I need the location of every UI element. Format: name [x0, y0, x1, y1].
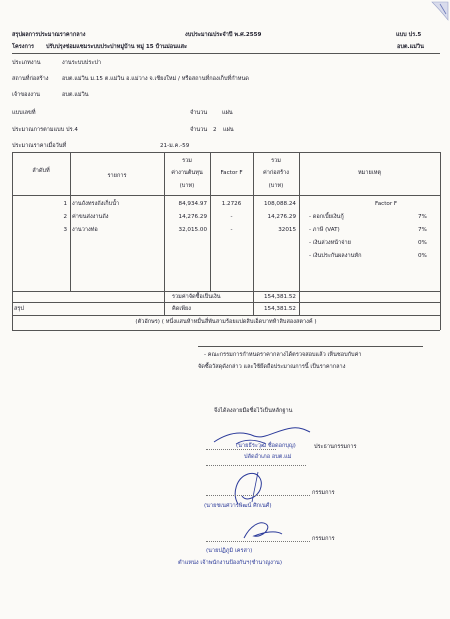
chairman-name: (นายธีระวุฒิ ชื่อดอกบุญ) [236, 443, 296, 449]
note-rule [198, 346, 423, 347]
info-value-site: อบต.แม่วิน ม.15 ต.แม่วิน อ.แม่วาง จ.เชียงใหม่ / หรือสถานที่กองเก็บที่กำหนด [62, 76, 249, 82]
round-value: 154,381.52 [263, 306, 296, 312]
info-label-type: ประเภทงาน [12, 60, 41, 66]
remark-factor-label: Factor F [375, 201, 398, 207]
summary-label: สรุป [14, 306, 24, 312]
sum-label: รวมค่าจัดซื้อเป็นเงิน [172, 294, 221, 300]
amount-in-words: (ตัวอักษร) ( หนึ่งแสนห้าหมื่นสี่พันสามร้อยแปดสิบเอ็ดบาทห้าสิบสองสตางค์ ) [135, 319, 317, 325]
info-value-type: งานระบบประปา [62, 60, 102, 66]
col-header-remark: หมายเหตุ [357, 170, 382, 176]
plan-label: แบบเลขที่ [12, 110, 36, 116]
signature-member-1 [224, 468, 284, 508]
remark-advance-label: - เงินล่วงหน้าจ่าย [309, 240, 351, 246]
remark-retention-label: - เงินประกันผลงานหัก [309, 253, 362, 259]
project-label: โครงการ [12, 44, 35, 50]
col-header-total-2: ค่าก่อสร้าง [263, 170, 289, 176]
col-header-cost-3: (บาท) [179, 183, 195, 189]
date-value: 21-ม.ค.-59 [160, 143, 190, 149]
note-line-1: - คณะกรรมการกำหนดราคากลางได้ตรวจสอบแล้ว เห็นชอบกับค่า [204, 352, 362, 358]
remark-interest-value: 7% [418, 214, 427, 220]
sum-value: 154,381.52 [263, 294, 296, 300]
form-code: แบบ ปร.5 [396, 32, 422, 38]
project-name: ปรับปรุงซ่อมแซมระบบประปาหมู่บ้าน หมู่ 15 บ้านม่อนแสะ [46, 44, 187, 50]
estimate-unit: แผ่น [223, 127, 234, 133]
remark-retention-value: 0% [418, 253, 427, 259]
col-header-cost-2: ค่างานต้นทุน [171, 170, 203, 176]
remark-advance-value: 0% [418, 240, 427, 246]
date-label: ประมาณราคาเมื่อวันที่ [12, 143, 67, 149]
info-label-site: สถานที่ก่อสร้าง [12, 76, 49, 82]
header-rule [12, 53, 440, 54]
chairman-position: ประธานกรรมการ [314, 444, 357, 450]
budget-year: งบประมาณประจำปี พ.ศ.2559 [185, 32, 262, 38]
member-1-name: (นายชเนศวารพิฒน์ ศิกเนศ์) [204, 503, 272, 509]
member-2-sub: ตำแหน่ง เจ้าพนักงานป้องกันฯ(ชำนาญงาน) [178, 560, 283, 566]
doc-title: สรุปผลการประมาณราคากลาง [12, 32, 86, 38]
member-2-name: (นายปฏิภูมิ เครสา) [206, 548, 253, 554]
col-header-factor: Factor F [220, 170, 243, 176]
col-header-total-1: รวม [271, 158, 281, 164]
remark-vat-value: 7% [418, 227, 427, 233]
signature-member-2 [236, 516, 286, 544]
member-2-position: กรรมการ [312, 536, 335, 542]
col-header-no: ลำดับที่ [32, 168, 50, 174]
info-label-owner: เจ้าของงาน [12, 92, 40, 98]
certify-text: จึงได้ลงลายมือชื่อไว้เป็นหลักฐาน [214, 408, 293, 414]
chairman-sub: ปลัดอำเภอ อบต.แม่ [244, 454, 292, 460]
col-header-cost-1: รวม [182, 158, 192, 164]
plan-unit: แผ่น [222, 110, 233, 116]
col-header-total-3: (บาท) [268, 183, 284, 189]
member-1-position: กรรมการ [312, 490, 335, 496]
plan-count-label: จำนวน [190, 110, 208, 116]
remark-interest-label: - ดอกเบี้ยเงินกู้ [309, 214, 344, 220]
note-line-2: จัดซื้อวัสดุดังกล่าว และใช้ยึดถือประมาณการนี้ เป็นราคากลาง [198, 364, 346, 370]
estimate-count-value: 2 [213, 127, 217, 133]
estimate-count-label: จำนวน [190, 127, 208, 133]
col-header-item: รายการ [107, 173, 127, 179]
estimate-label: ประมาณการตามแบบ ปร.4 [12, 127, 78, 133]
agency-name: อบต.แม่วิน [397, 44, 424, 50]
document-page: สรุปผลการประมาณราคากลาง งบประมาณประจำปี พ.ศ.2559 แบบ ปร.5 โครงการ ปรับปรุงซ่อมแซมระบบประปาหมู่บ้าน หมู่ 15 บ้านม่อนแสะ อบต.แม่วิน ประเภทงาน งานระบบประปา สถานที่ก่อสร้าง อบต.แม่วิน ม.15 ต.แม่วิน อ.แม่วาง จ.เชียงใหม่ / หรือสถานที่กองเก็บที่กำหนด เจ้าของงาน อบต.แม่วิน แบบเลขที่ จำนวน แผ่น ประมาณการตามแบบ ปร.4 จำนวน 2 แผ่น ประมาณราคาเมื่อวันที่ 21-ม.ค.-59 ลำดับที่ รายการ รวม ค่างานต้นทุน (บาท) Factor F รวม ค่าก่อสร้าง (บาท) หมายเหตุ 1 งานถังทรงถังเก็บน้ำ 84,934.97 1.2726 108,088.24 2 ค่าขนส่งงานถัง 14,276.29 - 14,276.29 3 งานวางท่อ 32,015.00 - 32015 Factor F - ดอกเบี้ยเงินกู้ 7% - ภาษี (VAT) 7% - เงินล่วงหน้าจ่าย 0% - เงินประกันผลงานหัก 0% รวมค่าจัดซื้อเป็นเงิน 154,381.52 สรุป คิดเพียง 154,381.52 (ตัวอักษร) ( หนึ่งแสนห้าหมื่นสี่พันสามร้อยแปดสิบเอ็ดบาทห้าสิบสองสตางค์ ) - คณะกรรมการกำหนดราคากลางได้ตรวจสอบแล้ว เห็นชอบกับค่า จัดซื้อวัสดุดังกล่าว และใช้ยึดถือประมาณการนี้ เป็นราคากลาง จึงได้ลงลายมือชื่อไว้เป็นหลักฐาน (นายธีระวุฒิ ชื่อดอกบุญ) ประธานกรรมการ ปลัดอำเภอ อบต.แม่ กรรมการ (นายชเนศวารพิฒน์ ศิกเนศ์) กรรมการ (นายปฏิภูมิ เครสา) ตำแหน่ง เจ้าพนักงานป้องกันฯ(ชำนาญงาน) [0, 0, 450, 619]
info-value-owner: อบต.แม่วิน [62, 92, 89, 98]
remark-vat-label: - ภาษี (VAT) [309, 227, 340, 233]
round-label: คิดเพียง [172, 306, 191, 312]
